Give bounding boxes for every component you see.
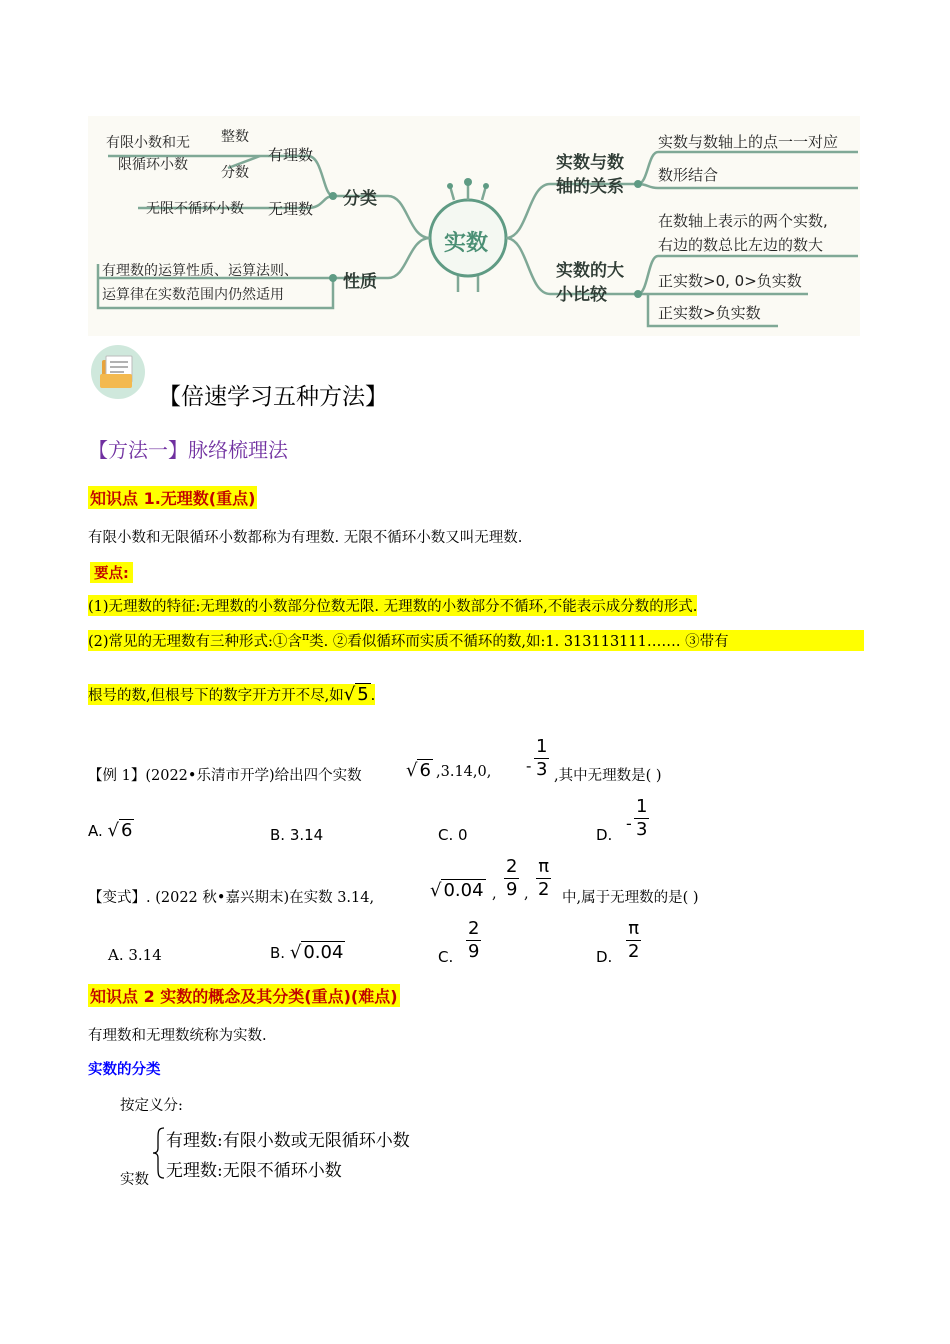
mindmap-numberline-1: 实数与数 <box>556 153 624 173</box>
mindmap-nonrepeating: 无限不循环小数 <box>146 201 244 217</box>
variant-stem-a: 【变式】. (2022 秋•嘉兴期末)在实数 3.14, <box>88 890 375 906</box>
kp1-point2-b: 类. ②看似循环而实质不循环的数,如:1. 313113111……. ③带有 <box>309 634 729 650</box>
kp2-by-definition: 按定义分: <box>120 1098 183 1114</box>
mindmap-finite-decimal: 有限小数和无 <box>106 135 190 151</box>
sqrt-5: √ 5 <box>343 684 369 705</box>
variant-option-a: A. 3.14 <box>108 946 162 964</box>
mindmap-cmp-item3: 正实数>负实数 <box>658 304 761 322</box>
example1-stem-c: ,其中无理数是( ) <box>554 768 662 784</box>
classification-brace <box>152 1126 166 1184</box>
mindmap-cmp-item1b: 右边的数总比左边的数大 <box>658 236 824 254</box>
folder-icon <box>90 344 146 404</box>
variant-stem: 【变式】. (2022 秋•嘉兴期末)在实数 3.14, √ 0.04 , 2 9 , π 2 中,属于无理数的是( ) <box>88 856 699 906</box>
mindmap-integer: 整数 <box>221 129 249 145</box>
mindmap-props-line2: 运算律在实数范围内仍然适用 <box>102 287 284 303</box>
kp1-point2-end: . <box>370 688 376 704</box>
kp1-key-label: 要点: <box>90 562 133 583</box>
mindmap-fraction: 分数 <box>221 165 249 181</box>
section-title: 【倍速学习五种方法】 <box>158 384 388 410</box>
kp2-definition: 有理数和无理数统称为实数. <box>88 1028 267 1044</box>
sqrt-6: √ 6 <box>406 760 431 781</box>
mindmap-compare-1: 实数的大 <box>556 261 624 281</box>
kp2-subtitle: 实数的分类 <box>88 1062 161 1078</box>
mindmap-center: 实数 <box>444 231 489 256</box>
mindmap-classification: 分类 <box>343 189 377 209</box>
mindmap-finite-decimal-2: 限循环小数 <box>118 157 188 173</box>
example1-option-b: B. 3.14 <box>270 826 324 844</box>
variant-option-b: B. √ 0.04 <box>270 942 344 963</box>
sqrt-0-04: √ 0.04 <box>430 880 484 901</box>
mindmap-nl-item2: 数形结合 <box>658 166 719 184</box>
mindmap-props-line1: 有理数的运算性质、运算法则、 <box>102 263 298 279</box>
example1-stem-a: 【例 1】(2022•乐清市开学)给出四个实数 <box>88 768 362 784</box>
kp1-title: 知识点 1.无理数(重点) <box>88 486 257 509</box>
kp2-title: 知识点 2 实数的概念及其分类(重点)(难点) <box>88 984 400 1007</box>
mindmap-cmp-item2: 正实数>0, 0>负实数 <box>658 272 802 290</box>
method-1-title: 【方法一】脉络梳理法 <box>88 438 288 462</box>
kp1-point2-cont <box>88 684 375 705</box>
example1-option-a: A. √ 6 <box>88 820 133 841</box>
mindmap-rational: 有理数 <box>268 146 314 164</box>
classification-irrational: 无理数:无限不循环小数 <box>166 1161 342 1181</box>
pi-symbol: π <box>301 630 310 644</box>
variant-stem-b: 中,属于无理数的是( ) <box>562 890 699 906</box>
fraction-two-ninths: 2 9 <box>506 856 518 900</box>
kp1-point1: (1)无理数的特征:无理数的小数部分位数无限. 无理数的小数部分不循环,不能表示成分数的形式. <box>88 595 697 616</box>
classification-real: 实数 <box>120 1172 149 1188</box>
mindmap-properties: 性质 <box>343 272 377 292</box>
mindmap-irrational: 无理数 <box>268 200 314 218</box>
classification-rational: 有理数:有限小数或无限循环小数 <box>166 1131 410 1151</box>
example1-option-c: C. 0 <box>438 826 468 844</box>
example1-stem-b: ,3.14,0, <box>436 764 492 780</box>
fraction-pi-over-2: π 2 <box>538 856 550 900</box>
mindmap-nl-item1: 实数与数轴上的点一一对应 <box>658 133 839 151</box>
mindmap-compare-2: 小比较 <box>556 285 607 305</box>
kp1-point2-c: 根号的数,但根号下的数字开方开不尽,如 <box>88 688 344 704</box>
kp1-definition: 有限小数和无限循环小数都称为有理数. 无限不循环小数又叫无理数. <box>88 530 523 546</box>
fraction-one-third: 1 3 <box>536 736 548 780</box>
mindmap-cmp-item1a: 在数轴上表示的两个实数, <box>658 212 828 230</box>
kp1-point2-a: (2)常见的无理数有三种形式:①含 <box>88 634 302 650</box>
mindmap-numberline-2: 轴的关系 <box>556 177 624 197</box>
mind-map <box>88 116 860 336</box>
kp1-point2 <box>88 630 864 651</box>
example1-frac-sign: - <box>526 756 532 775</box>
